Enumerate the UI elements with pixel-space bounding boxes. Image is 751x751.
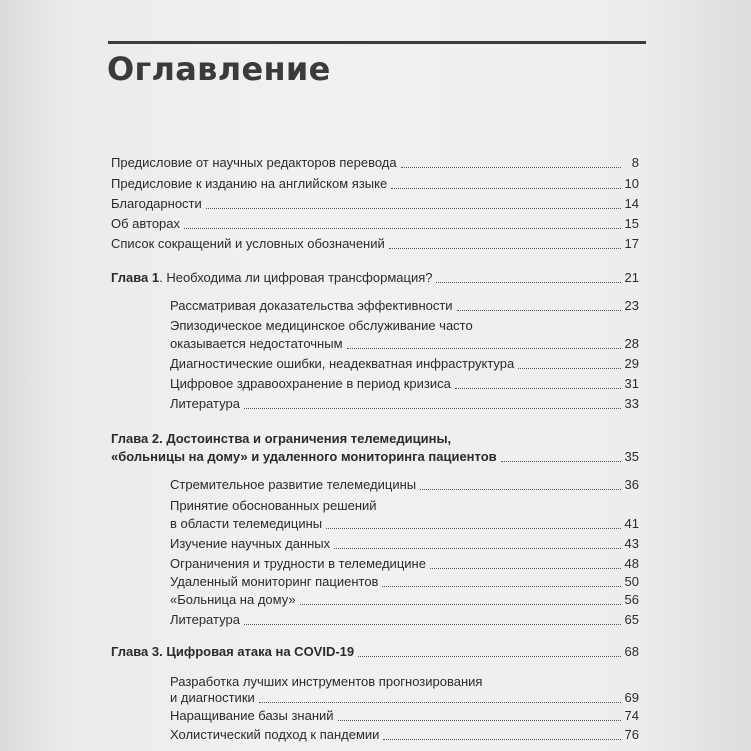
toc-entry-page: 8: [631, 155, 639, 170]
toc-entry-page: 43: [624, 536, 639, 551]
dot-leader: [455, 388, 621, 389]
dot-leader: [401, 167, 621, 168]
dot-leader: [244, 408, 621, 409]
chapter-heading-line: Глава 2. Достоинства и ограничения телемедицины,: [111, 431, 452, 446]
toc-entry-front: [111, 216, 639, 232]
toc-entry-page: 29: [624, 356, 639, 371]
dot-leader: [338, 720, 621, 721]
toc-entry-page: 17: [624, 236, 639, 251]
toc-entry-section: [170, 356, 639, 372]
chapter-heading: [111, 449, 639, 465]
dot-leader: [382, 586, 620, 587]
chapter-label: Глава 1: [111, 270, 160, 285]
toc-entry-section: [170, 556, 639, 572]
toc-entry-section: [170, 516, 639, 532]
toc-entry-text: Диагностические ошибки, неадекватная инфраструктура: [170, 356, 515, 371]
dot-leader: [436, 282, 620, 283]
dot-leader: [206, 208, 621, 209]
toc-entry-section: [170, 376, 639, 392]
toc-entry-section: [170, 396, 639, 412]
chapter-heading: [111, 270, 639, 286]
toc-entry-page: 76: [624, 727, 639, 742]
toc-entry-section: [170, 298, 639, 314]
dot-leader: [518, 368, 620, 369]
chapter-heading: [111, 644, 639, 660]
toc-entry-front: [111, 155, 639, 171]
toc-entry-front: [111, 176, 639, 192]
toc-entry-page: 15: [624, 216, 639, 231]
toc-entry-page: 14: [624, 196, 639, 211]
toc-entry-page: 65: [624, 612, 639, 627]
toc-entry-section: [170, 727, 639, 743]
toc-entry-page: 69: [624, 690, 639, 705]
toc-entry-text: Изучение научных данных: [170, 536, 331, 551]
toc-entry-text: Литература: [170, 396, 240, 411]
dot-leader: [501, 461, 621, 462]
toc-entry-text: Цифровое здравоохранение в период кризиса: [170, 376, 451, 391]
toc-entry-text: и диагностики: [170, 690, 255, 705]
toc-entry-page: 31: [624, 376, 639, 391]
dot-leader: [326, 528, 620, 529]
toc-entry-page: 50: [624, 574, 639, 589]
dot-leader: [259, 702, 621, 703]
toc-entry-text: в области телемедицины: [170, 516, 323, 531]
dot-leader: [184, 228, 621, 229]
toc-entry-text: Литература: [170, 612, 240, 627]
dot-leader: [420, 489, 620, 490]
toc-entry-page: 68: [624, 644, 639, 659]
toc-entry-page: 23: [624, 298, 639, 313]
toc-entry-section: [170, 477, 639, 493]
toc-entry-page: 56: [624, 592, 639, 607]
toc-entry-section: [170, 336, 639, 352]
toc-entry-text: Стремительное развитие телемедицины: [170, 477, 417, 492]
toc-entry-page: 36: [624, 477, 639, 492]
toc-entry-text: «Больница на дому»: [170, 592, 296, 607]
toc-entry-text: Холистический подход к пандемии: [170, 727, 380, 742]
toc-entry-text: Список сокращений и условных обозначений: [111, 236, 385, 251]
toc-entry-page: 21: [624, 270, 639, 285]
chapter-title: . Необходима ли цифровая трансформация?: [159, 270, 433, 285]
chapter-title: «больницы на дому» и удаленного мониторинга пациентов: [111, 449, 497, 464]
toc-entry-text: оказывается недостаточным: [170, 336, 343, 351]
dot-leader: [457, 310, 621, 311]
toc-entry-page: 35: [624, 449, 639, 464]
toc-entry-text-line: Разработка лучших инструментов прогнозирования: [170, 674, 483, 689]
dot-leader: [383, 739, 620, 740]
toc-entry-front: [111, 196, 639, 212]
dot-leader: [244, 624, 621, 625]
page-title: Оглавление: [107, 50, 331, 88]
dot-leader: [347, 348, 621, 349]
toc-entry-page: 10: [624, 176, 639, 191]
toc-entry-section: [170, 536, 639, 552]
toc-entry-section: [170, 612, 639, 628]
toc-entry-section: [170, 708, 639, 724]
dot-leader: [389, 248, 621, 249]
dot-leader: [430, 568, 621, 569]
toc-entry-front: [111, 236, 639, 252]
dot-leader: [391, 188, 620, 189]
toc-entry-text-line: Эпизодическое медицинское обслуживание часто: [170, 318, 473, 333]
dot-leader: [300, 604, 621, 605]
toc-entry-text: Благодарности: [111, 196, 202, 211]
toc-entry-text-line: Принятие обоснованных решений: [170, 498, 377, 513]
toc-entry-section: [170, 690, 639, 706]
toc-entry-text: Рассматривая доказательства эффективности: [170, 298, 453, 313]
toc-entry-text: Ограничения и трудности в телемедицине: [170, 556, 426, 571]
toc-entry-page: 33: [624, 396, 639, 411]
toc-entry-text: Предисловие к изданию на английском языке: [111, 176, 388, 191]
toc-entry-text: Предисловие от научных редакторов перевода: [111, 155, 397, 170]
chapter-title: Глава 3. Цифровая атака на COVID-19: [111, 644, 355, 659]
toc-entry-section: [170, 592, 639, 608]
toc-entry-page: 41: [624, 516, 639, 531]
toc-entry-page: 74: [624, 708, 639, 723]
toc-entry-text: Наращивание базы знаний: [170, 708, 334, 723]
toc-entry-text: Удаленный мониторинг пациентов: [170, 574, 379, 589]
dot-leader: [358, 656, 620, 657]
toc-entry-page: 28: [624, 336, 639, 351]
toc-entry-text: Об авторах: [111, 216, 181, 231]
dot-leader: [334, 548, 620, 549]
toc-entry-section: [170, 574, 639, 590]
toc-entry-page: 48: [624, 556, 639, 571]
